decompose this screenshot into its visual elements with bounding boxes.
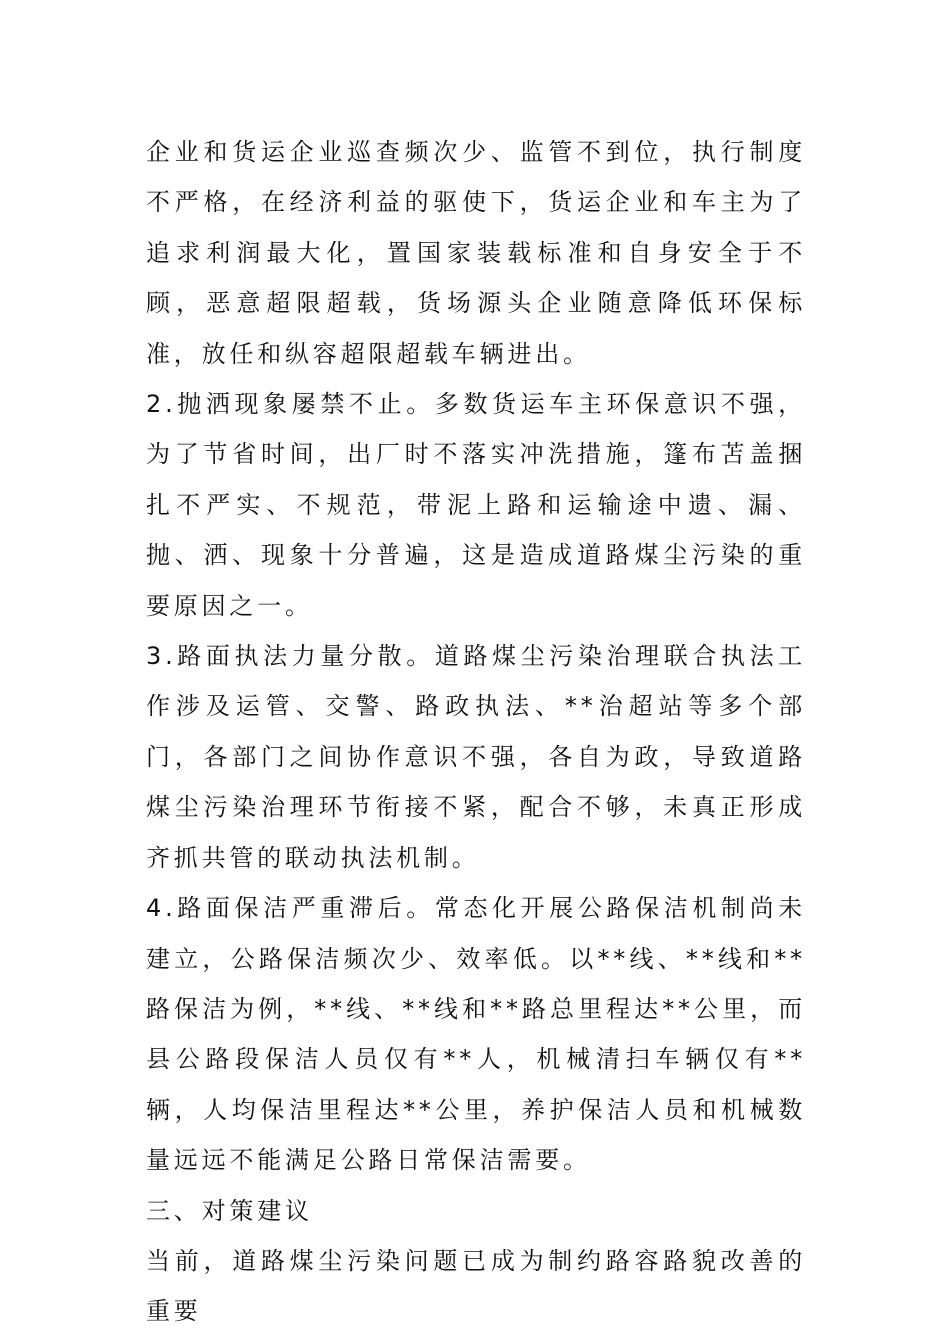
paragraph-supervision-issues: 企业和货运企业巡查频次少、监管不到位，执行制度不严格，在经济利益的驱使下，货运企业和车主为了追求利润最大化，置国家装载标准和自身安全于不顾，恶意超限超载，货场源头企业随意降低环保标准，放任和纵容超限超载车辆进出。 — [146, 138, 806, 368]
paragraph-spillage-problem: 2.抛洒现象屡禁不止。多数货运车主环保意识不强，为了节省时间，出厂时不落实冲洗措施，篷布苫盖捆扎不严实、不规范，带泥上路和运输途中遗、漏、抛、洒、现象十分普遍，这是造成道路煤尘污染的重要原因之一。 — [146, 390, 806, 620]
paragraph-cleaning-lagging: 4.路面保洁严重滞后。常态化开展公路保洁机制尚未建立，公路保洁频次少、效率低。以**线、**线和**路保洁为例，**线、**线和**路总里程达**公里，而县公路段保洁人员仅有**人，机械清扫车辆仅有**辆，人均保洁里程达**公里，养护保洁人员和机械数量远远不能满足公路日常保洁需要。 — [146, 894, 806, 1175]
paragraph-current-situation: 当前，道路煤尘污染问题已成为制约路容路貌改善的重要 — [146, 1246, 806, 1326]
document-body — [146, 127, 806, 1337]
section-heading-countermeasures: 三、对策建议 — [146, 1196, 313, 1225]
paragraph-enforcement-dispersed: 3.路面执法力量分散。道路煤尘污染治理联合执法工作涉及运管、交警、路政执法、**治超站等多个部门，各部门之间协作意识不强，各自为政，导致道路煤尘污染治理环节衔接不紧，配合不够，未真正形成齐抓共管的联动执法机制。 — [146, 642, 806, 872]
